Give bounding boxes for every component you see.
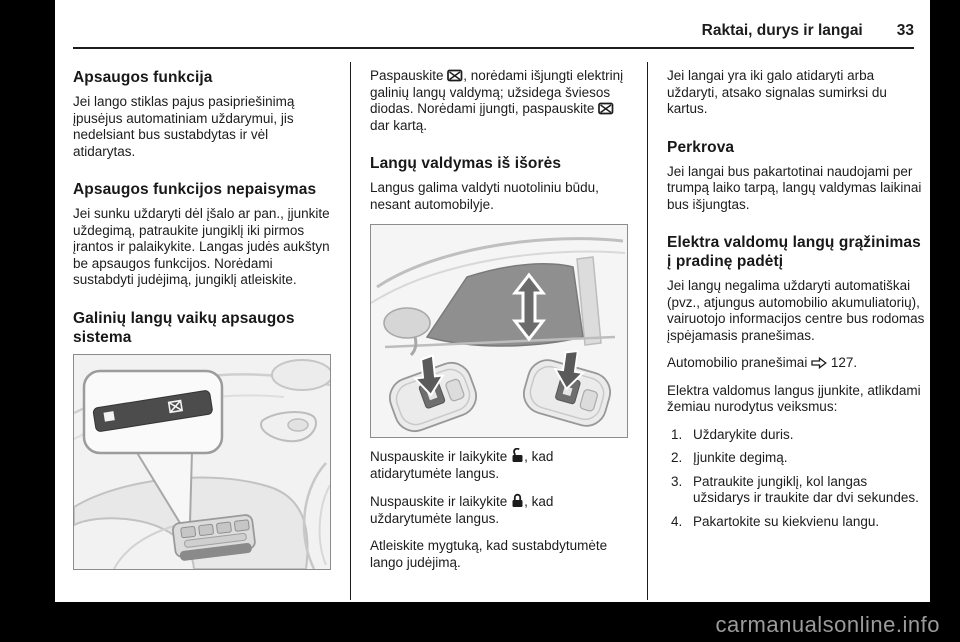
paragraph: Elektra valdomus langus įjunkite, atlikdami žemiau nurodytus veiksmus: [667, 382, 921, 414]
door-panel-illustration [73, 354, 331, 570]
page-header [73, 22, 914, 40]
paragraph: Jei langų negalima uždaryti automatiškai (pvz., atjungus automobilio akumuliatorių), vairuotojo informacijos centre bus rodomas įspėjamasis pranešimas. [667, 278, 925, 343]
column-3 [667, 58, 925, 602]
heading-initialise-power-windows: Elektra valdomų langų grąžinimas į pradinę padėtį [667, 234, 921, 270]
paragraph: Nuspauskite ir laikykite , kad atidarytumėte langus. [370, 449, 554, 481]
paragraph: Jei sunku uždaryti dėl įšalo ar pan., įjunkite uždegimą, patraukite jungiklį iki pirmos įrantos ir palaikykite. Langas judės aukštyn be apsaugos funkcijos. Norėdami sustabdyti judėjimą, jungiklį atleiskite. [73, 206, 330, 287]
heading-operation-from-outside: Langų valdymas iš išorės [370, 155, 562, 172]
manual-page [55, 0, 930, 602]
chapter-title: Raktai, durys ir langai [701, 22, 863, 39]
paragraph: Jei lango stiklas pajus pasipriešinimą įpusėjus automatiniam uždarymui, jis nedelsiant bus sustabdytas ir vėl atidarytas. [73, 94, 295, 159]
heading-child-safety-rear-windows: Galinių langų vaikų apsaugos sistema [73, 309, 295, 346]
list-item: 2. Įjunkite degimą. [671, 450, 788, 465]
list-item: 1. Uždarykite duris. [671, 426, 794, 442]
watermark-link[interactable]: carmanualsonline.info [715, 612, 940, 637]
window-remote-operation-illustration [370, 224, 628, 438]
heading-overload: Perkrova [667, 138, 735, 156]
lock-icon [511, 493, 524, 508]
paragraph: Nuspauskite ir laikykite , kad uždarytumėte langus. [370, 494, 554, 526]
heading-safety-function: Apsaugos funkcija [73, 69, 213, 86]
cross-reference-arrow-icon [811, 357, 827, 369]
column-1 [73, 58, 331, 602]
header-rule [73, 47, 914, 49]
cross-reference-line: Automobilio pranešimai 127. [667, 355, 858, 370]
paragraph: Jei langai yra iki galo atidaryti arba uždaryti, atsako signalas sumirksi du kartus. [667, 68, 887, 116]
paragraph: Jei langai bus pakartotinai naudojami per trumpą laiko tarpą, langų valdymas laikinai bus išjungtas. [667, 163, 922, 212]
heading-safety-override: Apsaugos funkcijos nepaisymas [73, 181, 317, 198]
paragraph: Paspauskite , norėdami išjungti elektrinį galinių langų valdymą; užsidega šviesos diodas. Norėdami įjungti, paspauskite dar kartą. [370, 68, 624, 133]
list-item: 4. Pakartokite su kiekvienu langu. [671, 513, 880, 529]
paragraph: Langus galima valdyti nuotoliniu būdu, nesant automobilyje. [370, 180, 599, 212]
paragraph: Atleiskite mygtuką, kad sustabdytumėte lango judėjimą. [370, 538, 608, 570]
initialisation-steps [667, 427, 925, 531]
content-columns [73, 58, 925, 602]
column-2 [370, 58, 628, 602]
list-item: 3. Patraukite jungiklį, kol langas užsidarys ir traukite dar dvi sekundes. [671, 473, 919, 505]
column-divider [350, 62, 351, 600]
window-disable-icon [598, 102, 614, 115]
window-disable-icon [447, 69, 463, 82]
unlock-icon [511, 448, 524, 463]
column-divider [647, 62, 648, 600]
page-number: 33 [896, 22, 914, 39]
